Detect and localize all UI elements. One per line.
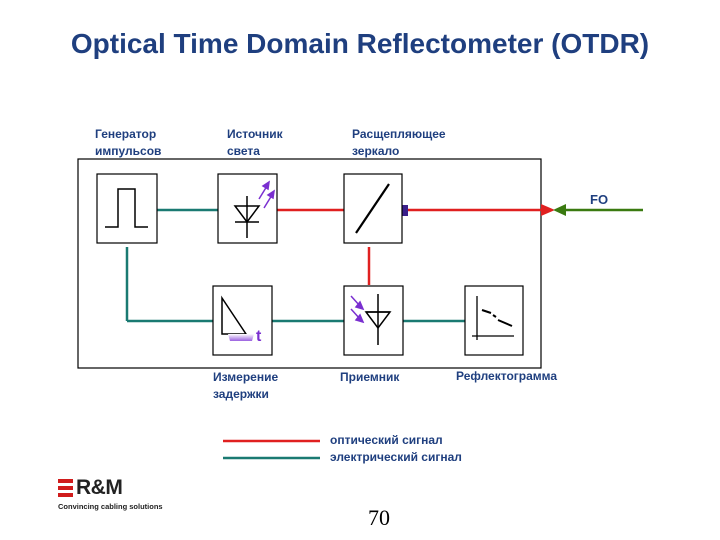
legend-electrical-label: электрический сигнал bbox=[330, 450, 462, 464]
label-delay: Измерение задержки bbox=[213, 370, 279, 401]
receiver-block bbox=[344, 286, 403, 355]
label-fiber: FO bbox=[590, 192, 609, 207]
legend-optical-label: оптический сигнал bbox=[330, 433, 443, 447]
brand-tagline: Convincing cabling solutions bbox=[58, 502, 163, 511]
reflectogram-block bbox=[465, 286, 523, 355]
optical-arrow-head bbox=[541, 204, 555, 216]
label-splitter: Расщепляющее зеркало bbox=[352, 127, 446, 158]
brand-logo-icon bbox=[58, 478, 74, 498]
label-pulse-generator: Генератор импульсов bbox=[95, 127, 162, 158]
brand-name: R&M bbox=[76, 476, 123, 499]
delay-symbol: t bbox=[256, 328, 262, 345]
slide-title: Optical Time Domain Reflectometer (OTDR) bbox=[70, 28, 650, 59]
pulse-generator-block bbox=[97, 174, 157, 243]
page-number: 70 bbox=[368, 505, 390, 530]
delta-glow bbox=[228, 334, 254, 341]
fiber-arrow-head bbox=[553, 204, 566, 216]
label-reflectogram: Рефлектограмма bbox=[456, 369, 558, 383]
label-light-source: Источник света bbox=[227, 127, 283, 158]
splitter-connector bbox=[402, 205, 408, 216]
label-receiver: Приемник bbox=[340, 370, 400, 384]
